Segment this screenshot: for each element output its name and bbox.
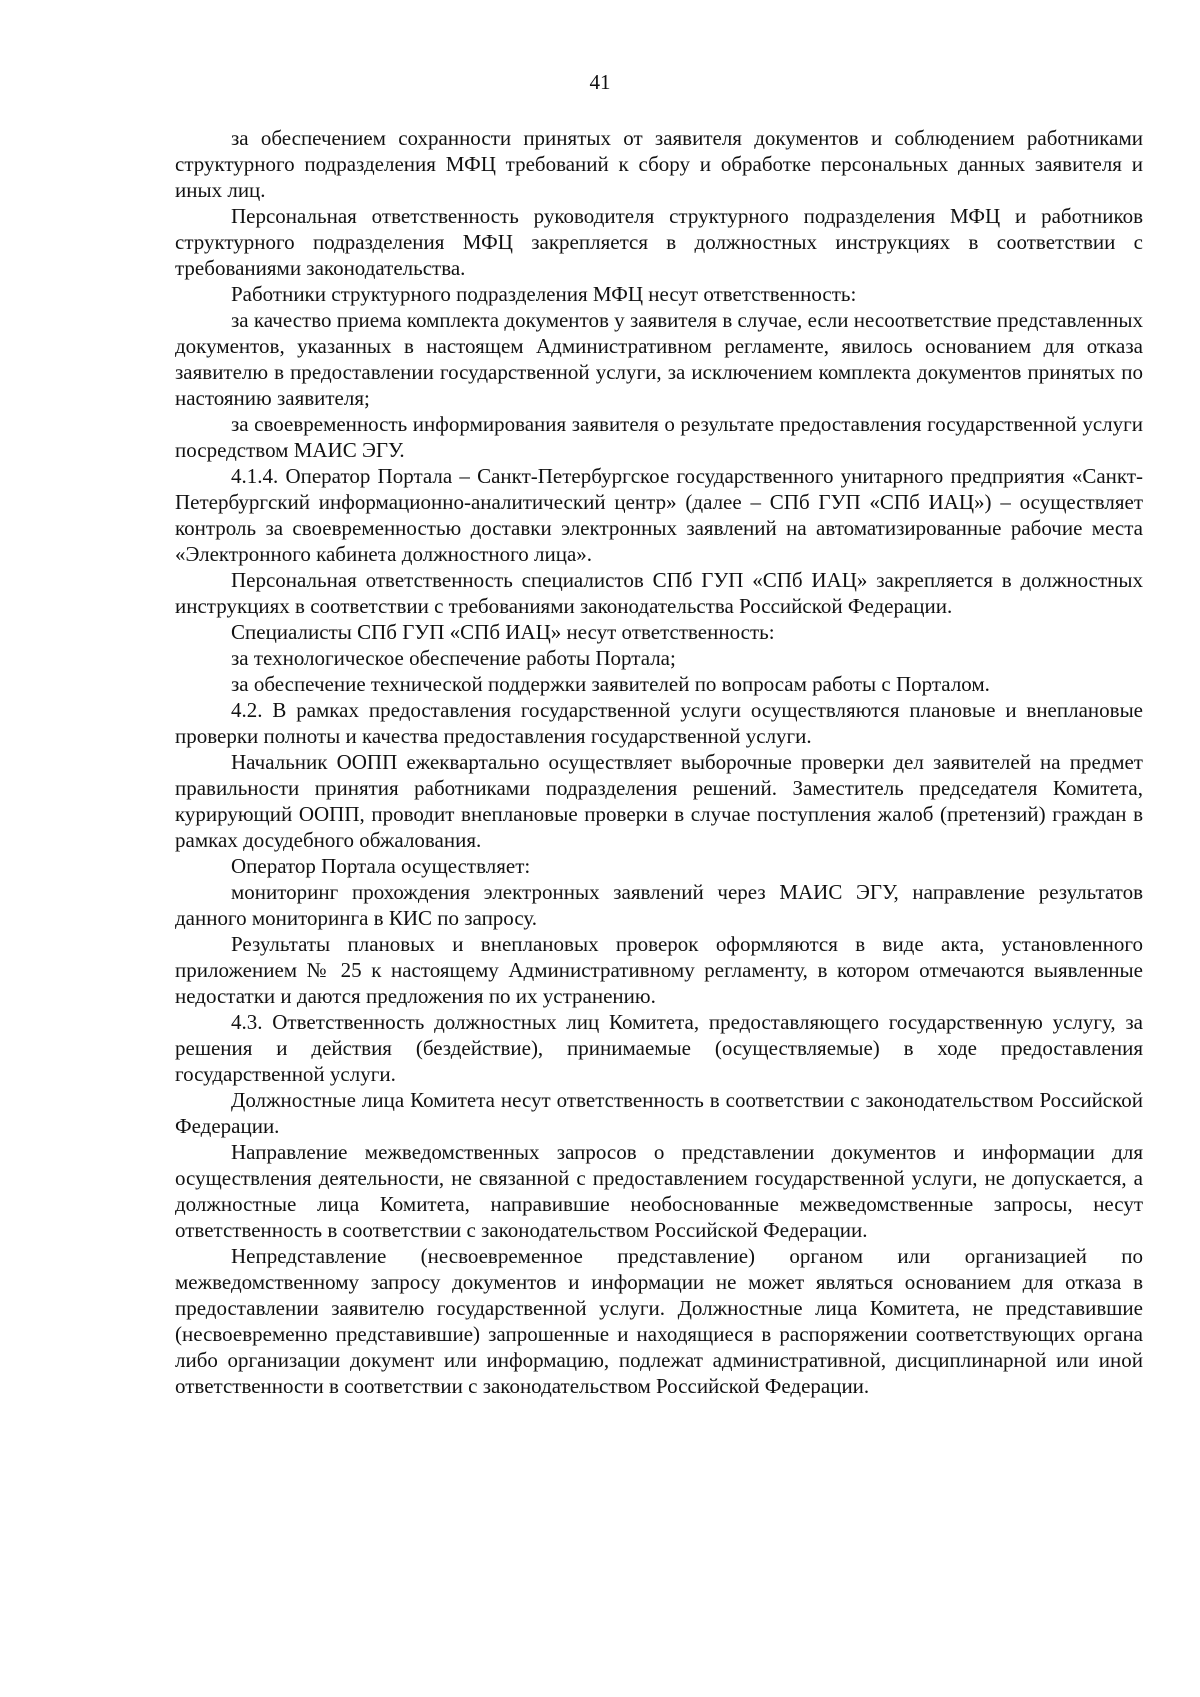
paragraph: Специалисты СПб ГУП «СПб ИАЦ» несут ответственность: bbox=[231, 620, 775, 644]
page-number: 41 bbox=[589, 70, 611, 94]
paragraph: Результаты плановых и внеплановых проверок оформляются в виде акта, установленного приложением № 25 к настоящему Административному регламенту, в котором отмечаются выявленные недостатки и даются предложения по их устранению. bbox=[175, 932, 1143, 1008]
paragraph: Направление межведомственных запросов о представлении документов и информации для осуществления деятельности, не связанной с предоставлением государственной услуги, не допускается, а должностные лица Комитета, направившие необоснованные межведомственные запросы, несут ответственность в соответствии с законодательством Российской Федерации. bbox=[175, 1140, 1143, 1242]
paragraph: 4.2. В рамках предоставления государственной услуги осуществляются плановые и внеплановые проверки полноты и качества предоставления государственной услуги. bbox=[175, 698, 1143, 748]
paragraph: Должностные лица Комитета несут ответственность в соответствии с законодательством Российской Федерации. bbox=[175, 1088, 1143, 1138]
paragraph: за технологическое обеспечение работы Портала; bbox=[231, 646, 676, 670]
paragraph: мониторинг прохождения электронных заявлений через МАИС ЭГУ, направление результатов данного мониторинга в КИС по запросу. bbox=[175, 880, 1143, 930]
paragraph: Начальник ООПП ежеквартально осуществляет выборочные проверки дел заявителей на предмет правильности принятия работниками подразделения решений. Заместитель председателя Комитета, курирующий ООПП, проводит внеплановые проверки в случае поступления жалоб (претензий) граждан в рамках досудебного обжалования. bbox=[175, 750, 1143, 852]
paragraph: 4.1.4. Оператор Портала – Санкт-Петербургское государственного унитарного предприятия «Санкт-Петербургский информационно-аналитический центр» (далее – СПб ГУП «СПб ИАЦ») – осуществляет контроль за своевременностью доставки электронных заявлений на автоматизированные рабочие места «Электронного кабинета должностного лица». bbox=[175, 464, 1143, 566]
paragraph: Персональная ответственность специалистов СПб ГУП «СПб ИАЦ» закрепляется в должностных инструкциях в соответствии с требованиями законодательства Российской Федерации. bbox=[175, 568, 1143, 618]
paragraph: за своевременность информирования заявителя о результате предоставления государственной услуги посредством МАИС ЭГУ. bbox=[175, 412, 1143, 462]
paragraph: за качество приема комплекта документов у заявителя в случае, если несоответствие представленных документов, указанных в настоящем Административном регламенте, явилось основанием для отказа заявителю в предоставлении государственной услуги, за исключением комплекта документов принятых по настоянию заявителя; bbox=[175, 308, 1143, 410]
document-body bbox=[175, 125, 1143, 1399]
paragraph: 4.3. Ответственность должностных лиц Комитета, предоставляющего государственную услугу, за решения и действия (бездействие), принимаемые (осуществляемые) в ходе предоставления государственной услуги. bbox=[175, 1010, 1143, 1086]
paragraph: Оператор Портала осуществляет: bbox=[231, 854, 531, 878]
paragraph: Непредставление (несвоевременное представление) органом или организацией по межведомственному запросу документов и информации не может являться основанием для отказа в предоставлении заявителю государственной услуги. Должностные лица Комитета, не представившие (несвоевременно представившие) запрошенные и находящиеся в распоряжении соответствующих органа либо организации документ или информацию, подлежат административной, дисциплинарной или иной ответственности в соответствии с законодательством Российской Федерации. bbox=[175, 1244, 1143, 1398]
paragraph: за обеспечение технической поддержки заявителей по вопросам работы с Порталом. bbox=[231, 672, 990, 696]
paragraph: за обеспечением сохранности принятых от заявителя документов и соблюдением работниками структурного подразделения МФЦ требований к сбору и обработке персональных данных заявителя и иных лиц. bbox=[175, 126, 1143, 202]
paragraph: Работники структурного подразделения МФЦ несут ответственность: bbox=[231, 282, 857, 306]
paragraph: Персональная ответственность руководителя структурного подразделения МФЦ и работников структурного подразделения МФЦ закрепляется в должностных инструкциях в соответствии с требованиями законодательства. bbox=[175, 204, 1143, 280]
